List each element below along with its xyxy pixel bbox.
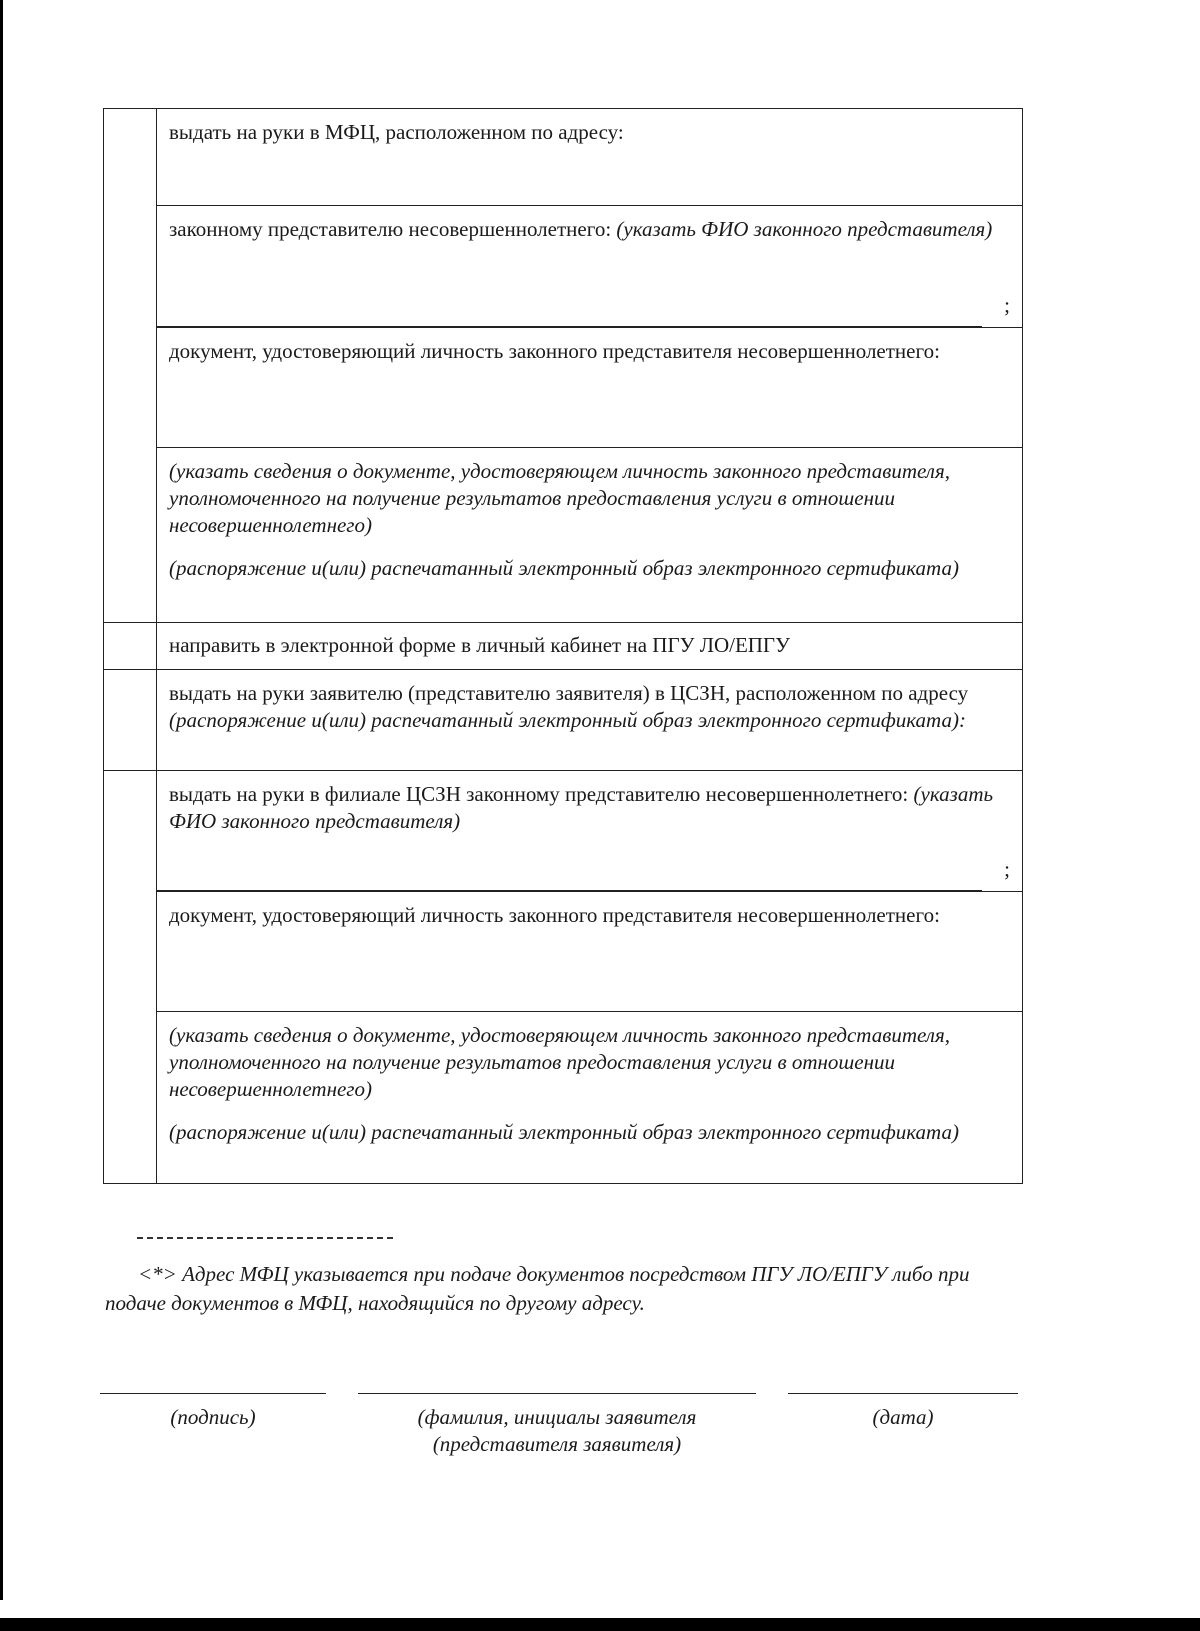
- name-caption: (фамилия, инициалы заявителя (представителя заявителя): [417, 1405, 697, 1456]
- semicolon: ;: [1004, 293, 1010, 317]
- mfc-address-field[interactable]: [157, 109, 1022, 205]
- representative-name-field[interactable]: [157, 205, 1022, 327]
- electronic-delivery-label: направить в электронной форме в личный кабинет на ПГУ ЛО/ЕПГУ: [169, 633, 790, 657]
- option-content-4: [157, 771, 1023, 1184]
- footnote: <*> Адрес МФЦ указывается при подаче документов посредством ПГУ ЛО/ЕПГУ либо при подаче документов в МФЦ, находящийся по другому адресу.: [105, 1262, 970, 1315]
- branch-document-details-hint: (указать сведения о документе, удостоверяющем личность законного представителя, уполномоченного на получение результатов предоставления услуги в отношении несовершеннолетнего): [169, 1023, 950, 1101]
- semicolon: ;: [1004, 857, 1010, 881]
- table-row: [104, 670, 1023, 771]
- table-row: [104, 771, 1023, 1184]
- branch-representative-label: выдать на руки в филиале ЦСЗН законному представителю несовершеннолетнего: (указать ФИО законного представителя): [169, 782, 994, 833]
- option-checkbox-cell-4[interactable]: [104, 771, 157, 1184]
- option-content-2: [157, 623, 1023, 670]
- electronic-delivery-option: [157, 623, 1022, 669]
- option-checkbox-cell-2[interactable]: [104, 623, 157, 670]
- certificate-hint: (распоряжение и(или) распечатанный электронный образ электронного сертификата): [169, 556, 959, 580]
- name-line[interactable]: [358, 1393, 756, 1394]
- branch-certificate-hint: (распоряжение и(или) распечатанный электронный образ электронного сертификата): [169, 1120, 959, 1144]
- signature-caption: (подпись): [170, 1405, 256, 1429]
- representative-label: законному представителю несовершеннолетнего: (указать ФИО законного представителя): [169, 217, 993, 241]
- branch-document-label: документ, удостоверяющий личность законного представителя несовершеннолетнего:: [169, 903, 940, 927]
- table-row: [104, 623, 1023, 670]
- option-content-3: [157, 670, 1023, 771]
- cszn-applicant-option[interactable]: [157, 670, 1022, 770]
- date-caption: (дата): [872, 1405, 934, 1429]
- document-details-field[interactable]: [157, 447, 1022, 622]
- signature-line[interactable]: [100, 1393, 326, 1394]
- option-content-1: [157, 109, 1023, 623]
- document-details-hint: (указать сведения о документе, удостоверяющем личность законного представителя, уполномоченного на получение результатов предоставления услуги в отношении несовершеннолетнего): [169, 459, 950, 537]
- representative-document-field[interactable]: [157, 327, 1022, 447]
- cszn-applicant-label: выдать на руки заявителю (представителю заявителя) в ЦСЗН, расположенном по адресу (распоряжение и(или) распечатанный электронный образ электронного сертификата):: [169, 681, 969, 732]
- branch-representative-document-field[interactable]: [157, 891, 1022, 1011]
- footnote-separator: [137, 1237, 393, 1239]
- branch-representative-name-field[interactable]: [157, 771, 1022, 891]
- delivery-options-table: [103, 108, 1023, 1184]
- table-row: [104, 109, 1023, 623]
- date-line[interactable]: [788, 1393, 1018, 1394]
- option-checkbox-cell-1[interactable]: [104, 109, 157, 623]
- document-label: документ, удостоверяющий личность законного представителя несовершеннолетнего:: [169, 339, 940, 363]
- scan-edge-left: [0, 0, 3, 1600]
- scan-edge-bottom: [0, 1618, 1200, 1631]
- option-checkbox-cell-3[interactable]: [104, 670, 157, 771]
- branch-document-details-field[interactable]: [157, 1011, 1022, 1183]
- mfc-address-label: выдать на руки в МФЦ, расположенном по адресу:: [169, 120, 624, 144]
